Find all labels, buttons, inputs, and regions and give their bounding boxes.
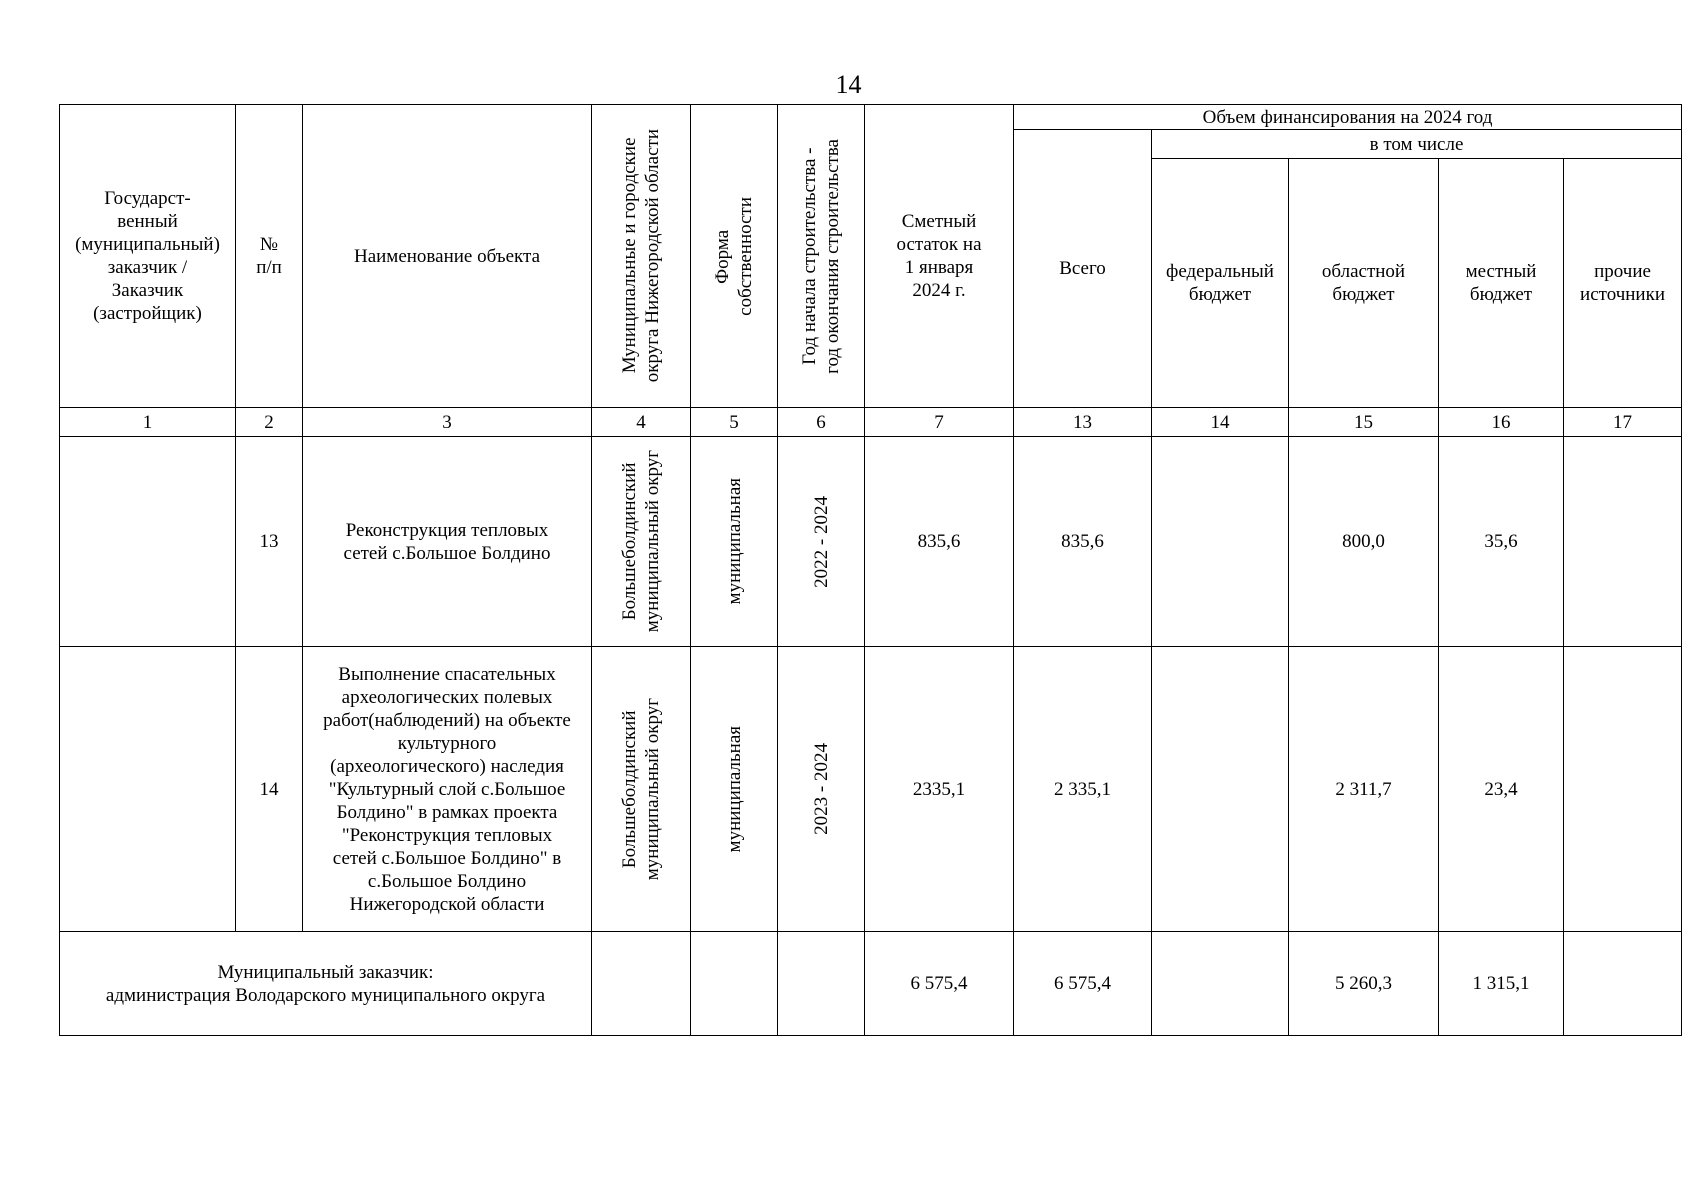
page-number: 14 [835, 70, 862, 99]
summary-row [60, 932, 1682, 1036]
summary-local: 1 315,1 [1439, 932, 1564, 1036]
summary-municipality [592, 932, 691, 1036]
header-object-name: Наименование объекта [303, 105, 592, 408]
header-num: № п/п [236, 105, 303, 408]
header-ownership-cell [691, 105, 778, 408]
summary-total: 6 575,4 [1014, 932, 1152, 1036]
row-num: 13 [236, 437, 303, 647]
row-object-name: Выполнение спасательных археологических полевых работ(наблюдений) на объекте культурного (археологического) наследия "Культурный слой с.Большое Болдино" в рамках проекта "Реконструкция тепловых сетей с.Большое Болдино" в с.Большое Болдино Нижегородской области [303, 647, 592, 932]
row-num: 14 [236, 647, 303, 932]
row-customer [60, 437, 236, 647]
header-municipality-cell [592, 105, 691, 408]
column-number: 6 [778, 408, 865, 437]
row-years: 2022 - 2024 [810, 495, 832, 588]
column-number: 15 [1289, 408, 1439, 437]
column-number: 2 [236, 408, 303, 437]
column-number: 13 [1014, 408, 1152, 437]
row-years-cell [778, 437, 865, 647]
header-local: местный бюджет [1439, 159, 1564, 408]
header-federal: федеральный бюджет [1152, 159, 1289, 408]
column-number: 7 [865, 408, 1014, 437]
column-number: 1 [60, 408, 236, 437]
row-object-name: Реконструкция тепловых сетей с.Большое Болдино [303, 437, 592, 647]
row-regional: 2 311,7 [1289, 647, 1439, 932]
row-years: 2023 - 2024 [810, 743, 832, 835]
header-total: Всего [1014, 130, 1152, 408]
header-including: в том числе [1152, 130, 1682, 159]
row-total: 2 335,1 [1014, 647, 1152, 932]
header-years: Год начала строительства - год окончания строительства [799, 138, 843, 374]
row-customer [60, 647, 236, 932]
row-municipality: Большеболдинский муниципальный округ [619, 697, 663, 881]
row-ownership-cell [691, 437, 778, 647]
row-municipality-cell [592, 647, 691, 932]
table-row [60, 437, 1682, 647]
row-municipality-cell [592, 437, 691, 647]
row-other [1564, 437, 1682, 647]
column-number: 17 [1564, 408, 1682, 437]
header-years-cell [778, 105, 865, 408]
header-regional: областной бюджет [1289, 159, 1439, 408]
header-customer: Государст- венный (муниципальный) заказчик / Заказчик (застройщик) [60, 105, 236, 408]
column-number: 14 [1152, 408, 1289, 437]
row-total: 835,6 [1014, 437, 1152, 647]
row-ownership-cell [691, 647, 778, 932]
row-municipality: Большеболдинский муниципальный округ [619, 450, 663, 633]
row-federal [1152, 647, 1289, 932]
header-estimate: Сметный остаток на 1 января 2024 г. [865, 105, 1014, 408]
row-regional: 800,0 [1289, 437, 1439, 647]
summary-ownership [691, 932, 778, 1036]
row-local: 23,4 [1439, 647, 1564, 932]
column-number: 3 [303, 408, 592, 437]
row-other [1564, 647, 1682, 932]
table-row [60, 647, 1682, 932]
summary-years [778, 932, 865, 1036]
row-estimate: 835,6 [865, 437, 1014, 647]
summary-federal [1152, 932, 1289, 1036]
row-years-cell [778, 647, 865, 932]
row-ownership: муниципальная [723, 478, 745, 605]
summary-regional: 5 260,3 [1289, 932, 1439, 1036]
summary-label: Муниципальный заказчик: администрация Володарского муниципального округа [60, 932, 592, 1036]
column-number: 5 [691, 408, 778, 437]
header-funding-title: Объем финансирования на 2024 год [1014, 105, 1682, 130]
row-estimate: 2335,1 [865, 647, 1014, 932]
funding-table [59, 104, 1682, 1036]
row-local: 35,6 [1439, 437, 1564, 647]
row-federal [1152, 437, 1289, 647]
column-number: 16 [1439, 408, 1564, 437]
column-number: 4 [592, 408, 691, 437]
header-municipality: Муниципальные и городские округа Нижегородской области [619, 129, 663, 383]
summary-other [1564, 932, 1682, 1036]
header-ownership: Форма собственности [712, 196, 756, 316]
summary-estimate: 6 575,4 [865, 932, 1014, 1036]
row-ownership: муниципальная [723, 725, 745, 853]
header-other: прочие источники [1564, 159, 1682, 408]
